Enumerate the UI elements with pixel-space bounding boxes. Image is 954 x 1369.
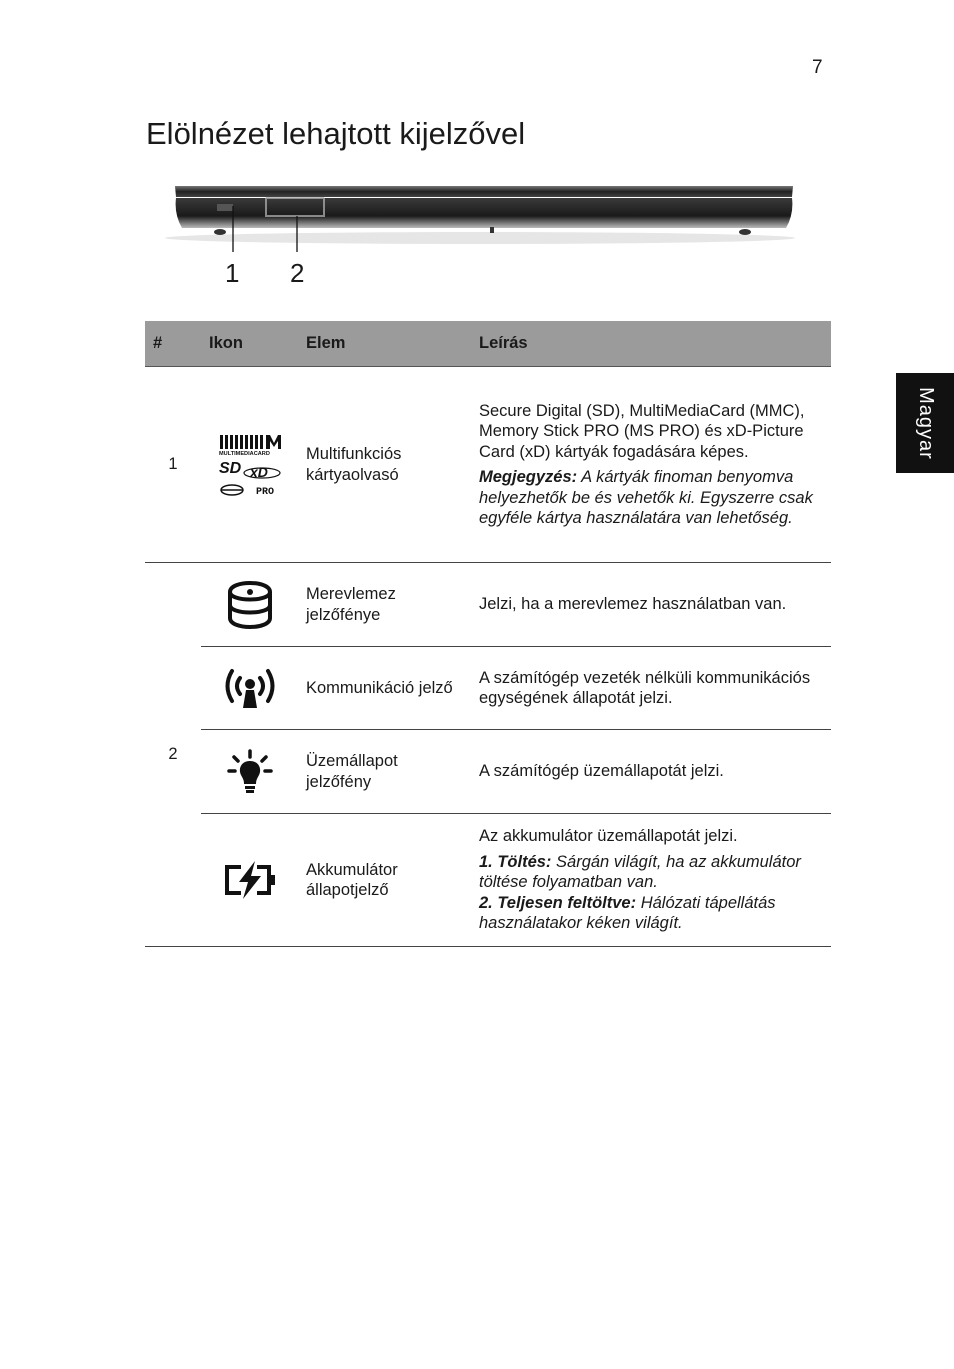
note-label: Megjegyzés:	[479, 468, 578, 486]
components-table	[145, 321, 831, 947]
header-number: #	[145, 321, 201, 367]
row-element: Merevlemez jelzőfénye	[298, 563, 471, 647]
page-number: 7	[812, 57, 823, 78]
card-reader-icon-mmc-label: MULTIMEDIACARD	[218, 450, 270, 457]
row-element: Üzemállapot jelzőfény	[298, 730, 471, 814]
table-row	[145, 730, 831, 814]
row-description: A számítógép vezeték nélküli kommunikációs egységének állapotát jelzi.	[471, 647, 831, 730]
laptop-front-image	[160, 180, 800, 290]
row-description: Jelzi, ha a merevlemez használatban van.	[471, 563, 831, 647]
battery-charge-icon	[223, 861, 277, 899]
row-description: Secure Digital (SD), MultiMediaCard (MMC), Memory Stick PRO (MS PRO) és xD-Picture Card (xD) kártyák fogadására képes.	[479, 401, 805, 461]
item1-label: 1. Töltés:	[479, 852, 552, 871]
callout-1: 1	[225, 258, 240, 288]
card-reader-icon-pro-label: PRO	[255, 486, 274, 497]
row-element: Akkumulátor állapotjelző	[298, 814, 471, 947]
table-row	[145, 563, 831, 647]
row-element: Kommunikáció jelző	[298, 647, 471, 730]
callout-2: 2	[290, 258, 305, 288]
item1-text: Sárgán világít, ha az akkumulátor töltése folyamatban van.	[479, 852, 801, 892]
card-reader-icon	[218, 433, 282, 497]
header-icon: Ikon	[201, 321, 298, 367]
item2-label: 2. Teljesen feltöltve:	[479, 893, 637, 912]
row-description: Az akkumulátor üzemállapotát jelzi.	[479, 827, 738, 846]
row-number: 2	[145, 563, 201, 947]
header-element: Elem	[298, 321, 471, 367]
language-tab-label: Magyar	[914, 386, 937, 460]
hdd-icon	[226, 578, 274, 632]
table-header-row	[145, 321, 831, 367]
note-text: A kártyák finoman benyomva helyezhetők be és vehetők ki. Egyszerre csak egyféle kártya használatára van lehetőség.	[479, 468, 813, 527]
power-bulb-icon	[227, 749, 273, 795]
page-title: Elölnézet lehajtott kijelzővel	[146, 116, 526, 151]
row-number: 1	[145, 367, 201, 563]
language-tab	[896, 373, 954, 473]
table-row	[145, 647, 831, 730]
header-description: Leírás	[471, 321, 831, 367]
svg-text:SD: SD	[218, 459, 241, 477]
table-row	[145, 367, 831, 563]
item2-text: Hálózati tápellátás használatakor kéken világít.	[479, 893, 776, 933]
wireless-icon	[223, 666, 277, 710]
table-row	[145, 814, 831, 947]
row-element: Multifunkciós kártyaolvasó	[298, 367, 471, 563]
svg-text:xD: xD	[249, 463, 268, 480]
row-description: A számítógép üzemállapotát jelzi.	[471, 730, 831, 814]
